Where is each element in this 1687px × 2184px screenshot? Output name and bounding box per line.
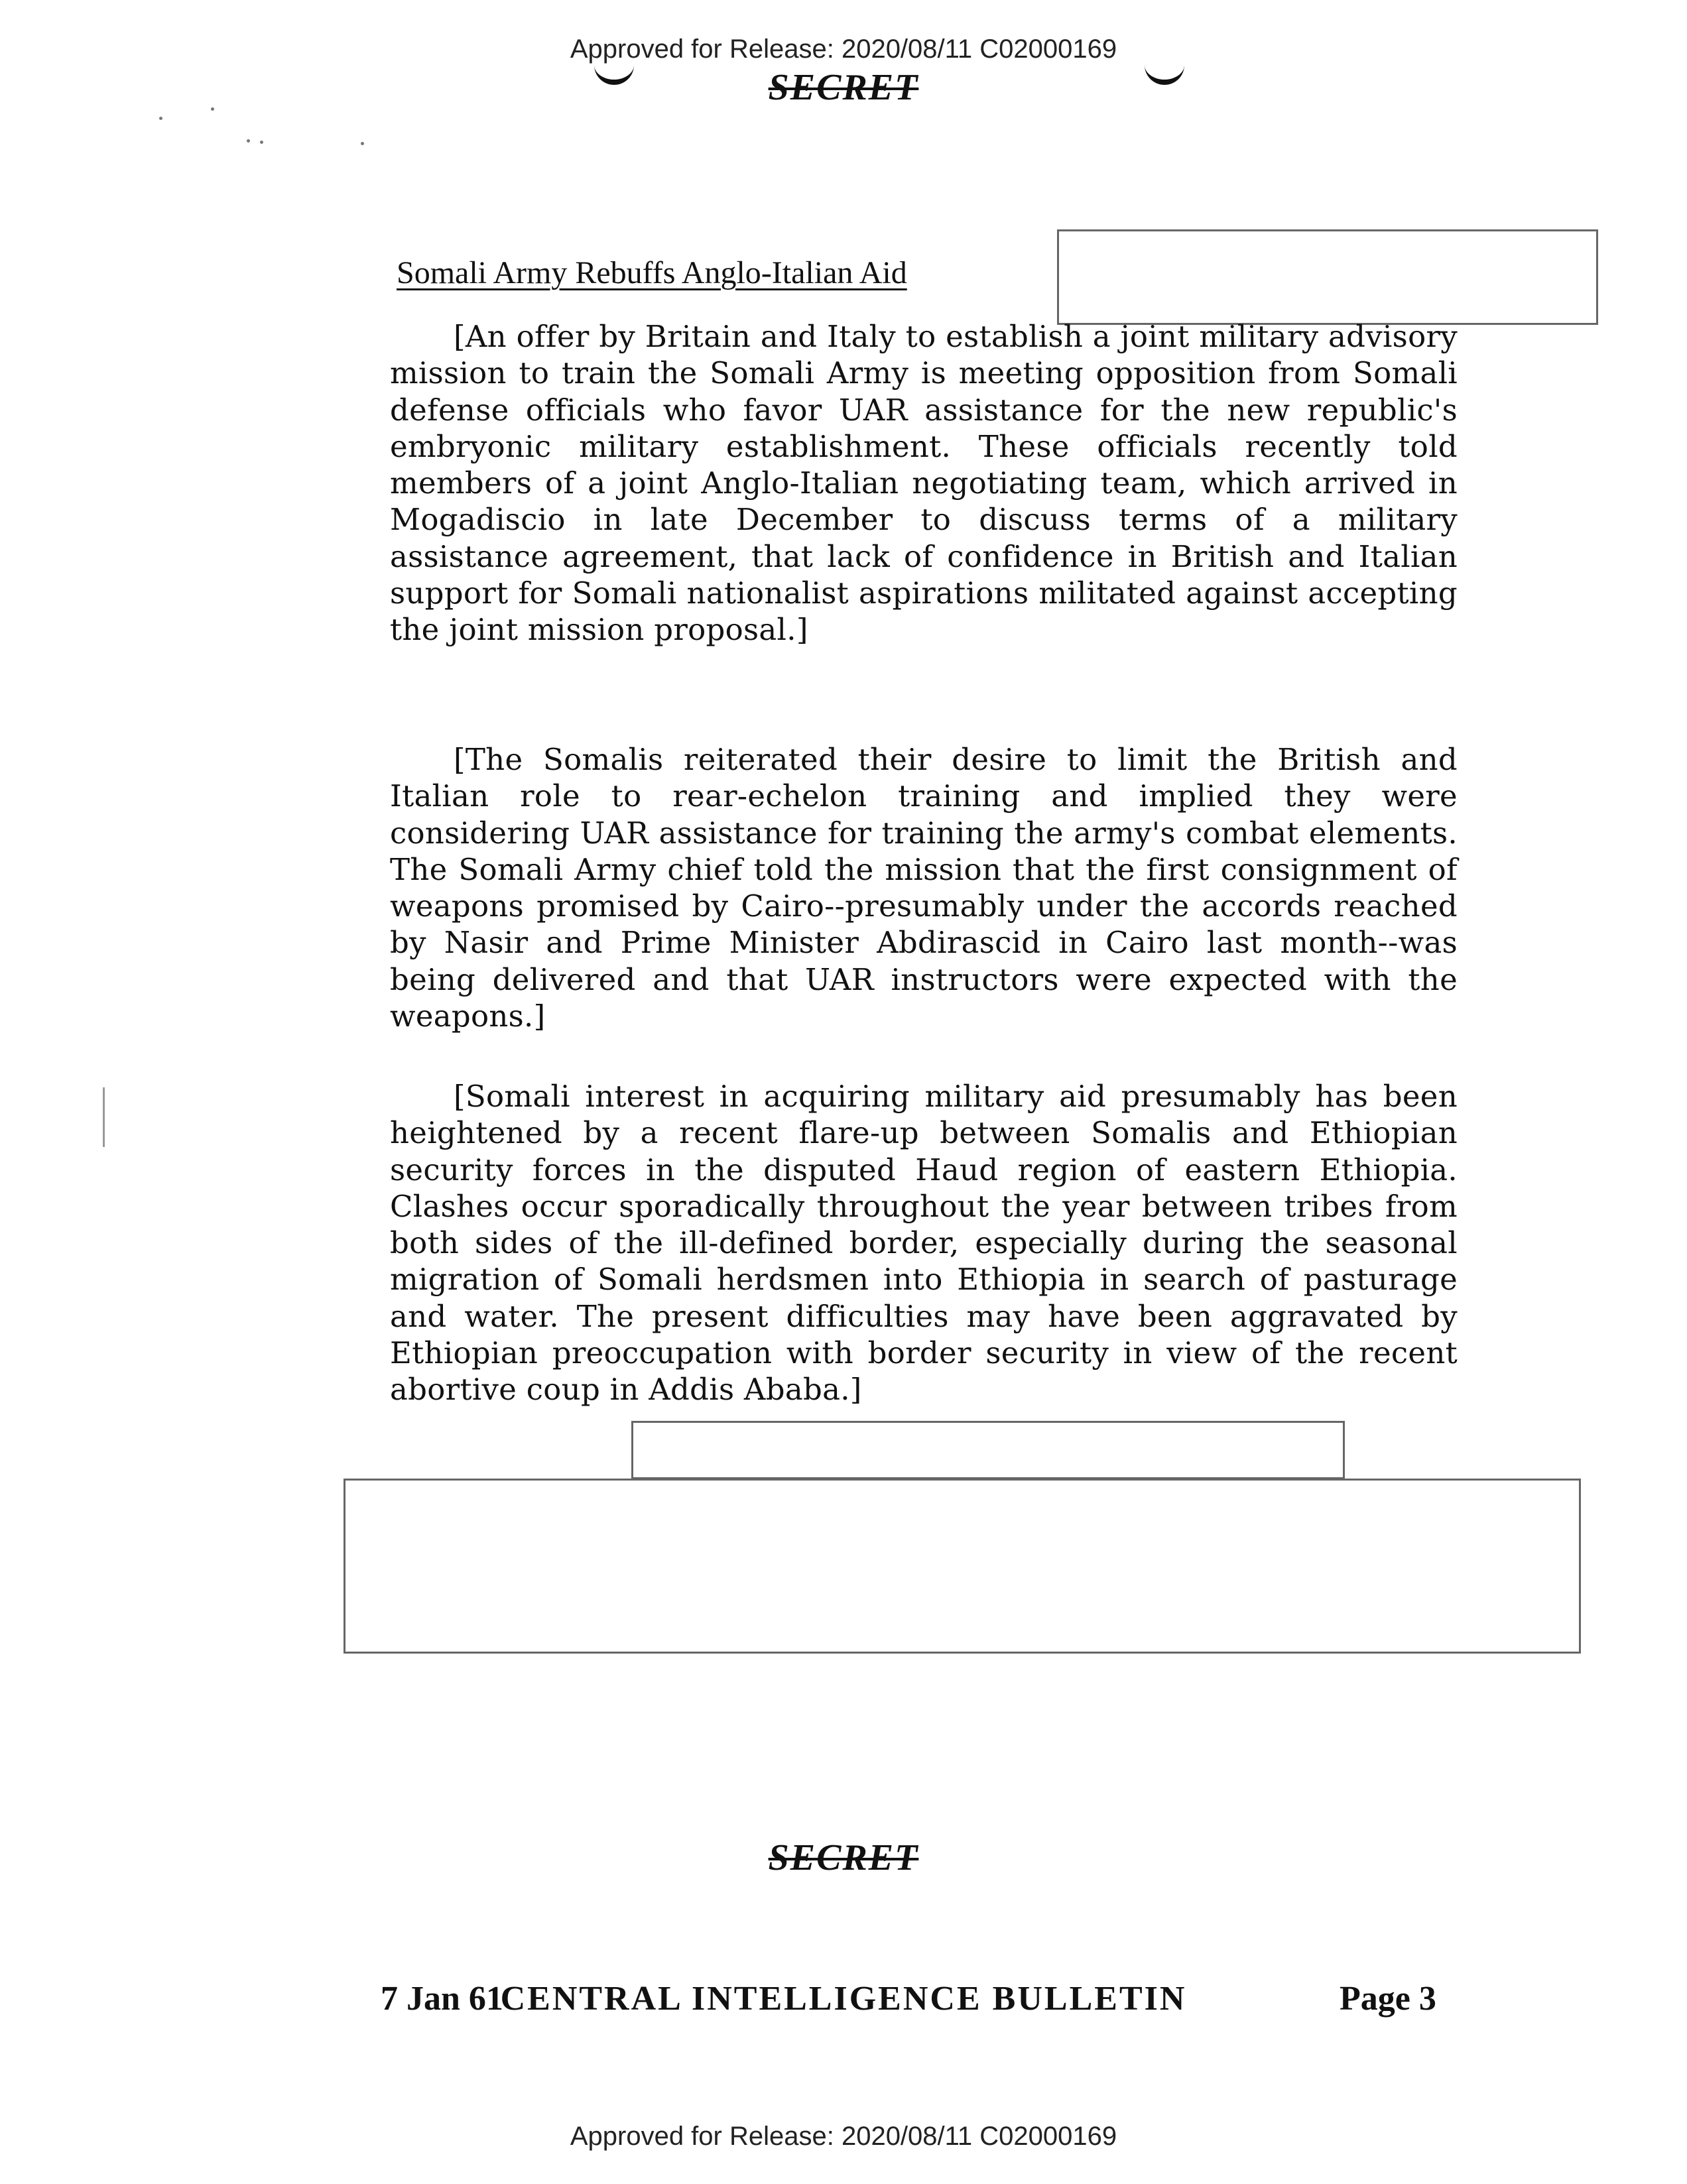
paragraph-2: [The Somalis reiterated their desire to limit the British and Italian role to rear-echelon training and implied they were considering UAR assistance for training the army's combat elements. The Somali Army chief told the mission that the first consignment of weapons promised by Cairo--presumably under the accords reached by Nasir and Prime Minister Abdirascid in Cairo last month--was being delivered and that UAR instructors were expected with the weapons.] [390, 742, 1458, 1034]
redaction-box-header [1057, 229, 1598, 325]
redaction-box-inline [631, 1421, 1345, 1479]
footer-date: 7 Jan 61 [381, 1980, 503, 2018]
classification-bottom: SECRET [768, 1837, 919, 1878]
scan-speck [361, 142, 364, 145]
release-stamp-bottom: Approved for Release: 2020/08/11 C02000169 [570, 2122, 1117, 2151]
footer-page-number: Page 3 [1340, 1980, 1436, 2018]
classification-top: SECRET [768, 67, 919, 108]
scan-speck [260, 141, 263, 144]
redaction-box-large [344, 1479, 1581, 1654]
scan-speck [211, 107, 214, 111]
release-stamp-top: Approved for Release: 2020/08/11 C02000169 [570, 34, 1117, 64]
paragraph-1: [An offer by Britain and Italy to establish a joint military advisory mission to train the Somali Army is meeting opposition from Somali defense officials who favor UAR assistance for the new republic's embryonic military establishment. These officials recently told members of a joint Anglo-Italian negotiating team, which arrived in Mogadiscio in late December to discuss terms of a military assistance agreement, that lack of confidence in British and Italian support for Somali nationalist aspirations militated against accepting the joint mission proposal.] [390, 319, 1458, 648]
paragraph-3: [Somali interest in acquiring military aid presumably has been heightened by a recent flare-up between Somalis and Ethiopian security forces in the disputed Haud region of eastern Ethiopia. Clashes occur sporadically throughout the year between tribes from both sides of the ill-defined border, especially during the seasonal migration of Somali herdsmen into Ethiopia in search of pasturage and water. The present difficulties may have been aggravated by Ethiopian preoccupation with border security in view of the recent abortive coup in Addis Ababa.] [390, 1079, 1458, 1408]
footer-bulletin-title: CENTRAL INTELLIGENCE BULLETIN [500, 1980, 1187, 2018]
scan-edge-mark [103, 1087, 105, 1147]
scan-speck [247, 139, 250, 143]
scan-speck [159, 117, 162, 120]
article-headline: Somali Army Rebuffs Anglo-Italian Aid [397, 255, 907, 290]
